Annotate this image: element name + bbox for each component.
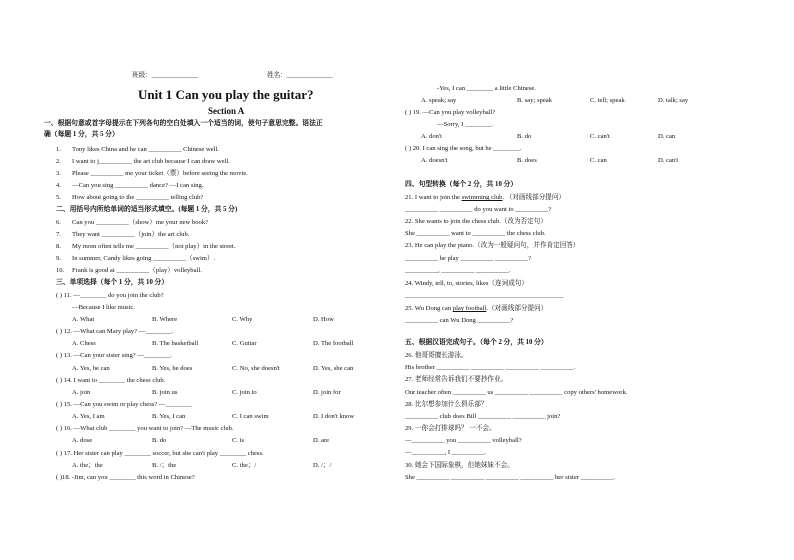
q17-stem: ( ) 17. Her sister can play ________ soccer, but she can't play ________ chess.	[56, 450, 264, 457]
q3-number: 3.	[56, 170, 61, 177]
q18-option-a: A. speak; say	[421, 97, 457, 104]
part4-heading: 四、句型转换（每个 2 分，共 10 分）	[405, 181, 518, 188]
q22-answer-line: She __________ want to __________ the chess club.	[405, 230, 546, 237]
q13-option-b: B. Yes, he does	[152, 365, 193, 372]
q26-text: 26. 他哥哥擅长游泳。	[405, 352, 468, 359]
q15-option-d: D. I don't know	[313, 413, 355, 420]
q15-stem: ( ) 15. —Can you swim or play chess? —________	[56, 401, 192, 408]
q1-text: Tony likes China and he can __________ Chinese well.	[72, 146, 219, 153]
q11-stem-cont: —Because I like music.	[72, 304, 135, 311]
q12-option-b: B. The basketball	[152, 340, 199, 347]
q21-answer-line: __________ __________ do you want to __________?	[405, 206, 552, 213]
q23-answer-line-2: __________, __________ __________.	[405, 267, 511, 274]
q15-option-b: B. Yes, I can	[152, 413, 186, 420]
q11-option-c: C. Why	[232, 316, 253, 323]
q30-text: 30. 她会下国际象棋，但她妹妹不会。	[405, 462, 514, 469]
q11-option-b: B. Where	[152, 316, 178, 323]
q18-stem-cont: -Yes, I can ________ a little Chinese.	[437, 85, 536, 92]
q12-option-d: D. The football	[313, 340, 354, 347]
part1-heading: 一、根据句意或首字母提示在下列各句的空白处填入一个适当的词，使句子意思完整。语法正	[44, 120, 323, 127]
q18-option-c: C. tell; speak	[590, 97, 625, 104]
q5-number: 5.	[56, 194, 61, 201]
q9-text: In summer, Candy likes going __________（swim）.	[72, 255, 216, 262]
q25-answer-line: __________ can Wu Dong __________?	[405, 317, 514, 324]
q6-text: Can you __________（show）me your new book?	[72, 219, 209, 226]
part2-heading: 二、用括号内所给单词的适当形式填空。(每题 1 分，共 5 分)	[56, 206, 238, 213]
q19-option-d: D. can	[658, 133, 676, 140]
page-title: Unit 1 Can you play the guitar?	[138, 87, 314, 102]
q10-text: Frank is good at __________（play）volleyball.	[72, 267, 202, 274]
q7-number: 7.	[56, 231, 61, 238]
q23-answer-line: __________ he play __________ __________?	[405, 255, 532, 262]
q20-option-d: D. can't	[658, 157, 679, 164]
q19-option-b: B. do	[517, 133, 532, 140]
q18-stem: ( )18. -Jim, can you ________ this word in Chinese?	[56, 474, 195, 481]
q1-number: 1.	[56, 146, 61, 153]
q14-stem: ( ) 14. I want to ________ the chess club.	[56, 377, 166, 384]
q25-text: 25. Wu Dong can play football.（对画线部分提问）	[405, 305, 548, 312]
q8-text: My mom often tells me __________（not play）in the street.	[72, 243, 236, 250]
q10-number: 10.	[56, 267, 65, 274]
q29-answer-line-2: —__________, I __________.	[405, 449, 487, 456]
q4-text: —Can you sing __________ dance? —I can sing.	[72, 182, 204, 189]
q26-answer-line: His brother __________ __________ __________ __________.	[405, 364, 575, 371]
part3-heading: 三、单项选择（每个 1 分，共 10 分）	[56, 279, 169, 286]
q27-text: 27. 老师经常告诉我们不要抄作业。	[405, 376, 508, 383]
q16-option-d: D. are	[313, 437, 330, 444]
q16-option-b: B. do	[152, 437, 167, 444]
q9-number: 9.	[56, 255, 61, 262]
part1-heading-cont: 确（每题 1 分，共 5 分）	[44, 131, 119, 138]
q23-text: 23. He can play the piano.（改为一般疑问句，并作肯定回答）	[405, 242, 580, 249]
q17-option-c: C. the；/	[232, 462, 257, 469]
q8-number: 8.	[56, 243, 61, 250]
q19-option-c: C. can't	[590, 133, 610, 140]
q20-option-a: A. doesn't	[421, 157, 448, 164]
q16-option-c: C. is	[232, 437, 245, 444]
q13-option-d: D. Yes, she can	[313, 365, 354, 372]
q15-option-c: C. I can swim	[232, 413, 269, 420]
q7-text: They want __________（join）the art club.	[72, 231, 190, 238]
q14-option-b: B. join us	[152, 389, 178, 396]
q28-text: 28. 比尔想参加什么俱乐部？	[405, 401, 488, 408]
part5-heading: 五、根据汉语完成句子。（每个 2 分，共 10 分）	[405, 339, 548, 346]
q17-option-b: B. /；the	[152, 462, 177, 469]
q19-stem: ( ) 19. —Can you play volleyball?	[405, 109, 496, 116]
name-label: 姓名：______________	[267, 72, 333, 79]
q20-stem: ( ) 20. I can sing the song, but he ________.	[405, 145, 522, 152]
section-title: Section A	[208, 106, 245, 116]
q13-stem: ( ) 13. —Can your sister sing? —________.	[56, 352, 172, 359]
q28-answer-line: __________ club does Bill __________ __________ join?	[405, 413, 561, 420]
q20-option-b: B. does	[517, 157, 537, 164]
q21-text: 21. I want to join the swimming club. （对画线部分提问）	[405, 194, 566, 201]
q20-option-c: C. can	[590, 157, 607, 164]
q13-option-a: A. Yes, he can	[72, 365, 110, 372]
q6-number: 6.	[56, 219, 61, 226]
q18-option-d: D. talk; say	[658, 97, 689, 104]
q15-option-a: A. Yes, I am	[72, 413, 105, 420]
q11-option-d: D. How	[313, 316, 334, 323]
q19-option-a: A. don't	[421, 133, 442, 140]
q12-option-c: C. Guitar	[232, 340, 257, 347]
q12-stem: ( ) 12. —What can Mary play? —________.	[56, 328, 174, 335]
q13-option-c: C. No, she doesn't	[232, 365, 280, 372]
q17-option-a: A. the；the	[72, 462, 103, 469]
q22-text: 22. She wants to join the chess club.（改为否定句）	[405, 218, 547, 225]
q11-stem: ( ) 11. —________ do you join the club?	[56, 292, 164, 299]
q12-option-a: A. Chess	[72, 340, 96, 347]
q27-answer-line: Our teacher often __________ us __________ __________ copy others' homework.	[405, 389, 628, 396]
q14-option-c: C. join to	[232, 389, 257, 396]
q5-text: How about going to the __________ telling club?	[72, 194, 204, 201]
q11-option-a: A. What	[72, 316, 95, 323]
class-label: 班级：______________	[132, 72, 198, 79]
q19-stem-cont: —Sorry, I ________.	[437, 121, 493, 128]
q16-stem: ( ) 16. —What club ________ you want to join? —The music club.	[56, 425, 234, 432]
q14-option-d: D. join for	[313, 389, 341, 396]
q30-answer-line: She __________ __________ __________ __________ her sister __________.	[405, 474, 616, 481]
q2-text: I want to j__________ the art club because I can draw well.	[72, 158, 230, 165]
q14-option-a: A. join	[72, 389, 91, 396]
q3-text: Please __________ me your ticket（票）before seeing the movie.	[72, 170, 248, 177]
q4-number: 4.	[56, 182, 61, 189]
q24-answer-line: ________________________________________________	[405, 292, 564, 299]
q29-answer-line: —__________ you __________ volleyball?	[405, 437, 522, 444]
q2-number: 2.	[56, 158, 61, 165]
q24-text: 24. Windy, tell, to, stories, likes（连词成句）	[405, 280, 528, 287]
q17-option-d: D. /；/	[313, 462, 332, 469]
q16-option-a: A. dose	[72, 437, 93, 444]
q18-option-b: B. say; speak	[517, 97, 552, 104]
q29-text: 29. 一你会打排球吗？ 一不会。	[405, 425, 496, 432]
